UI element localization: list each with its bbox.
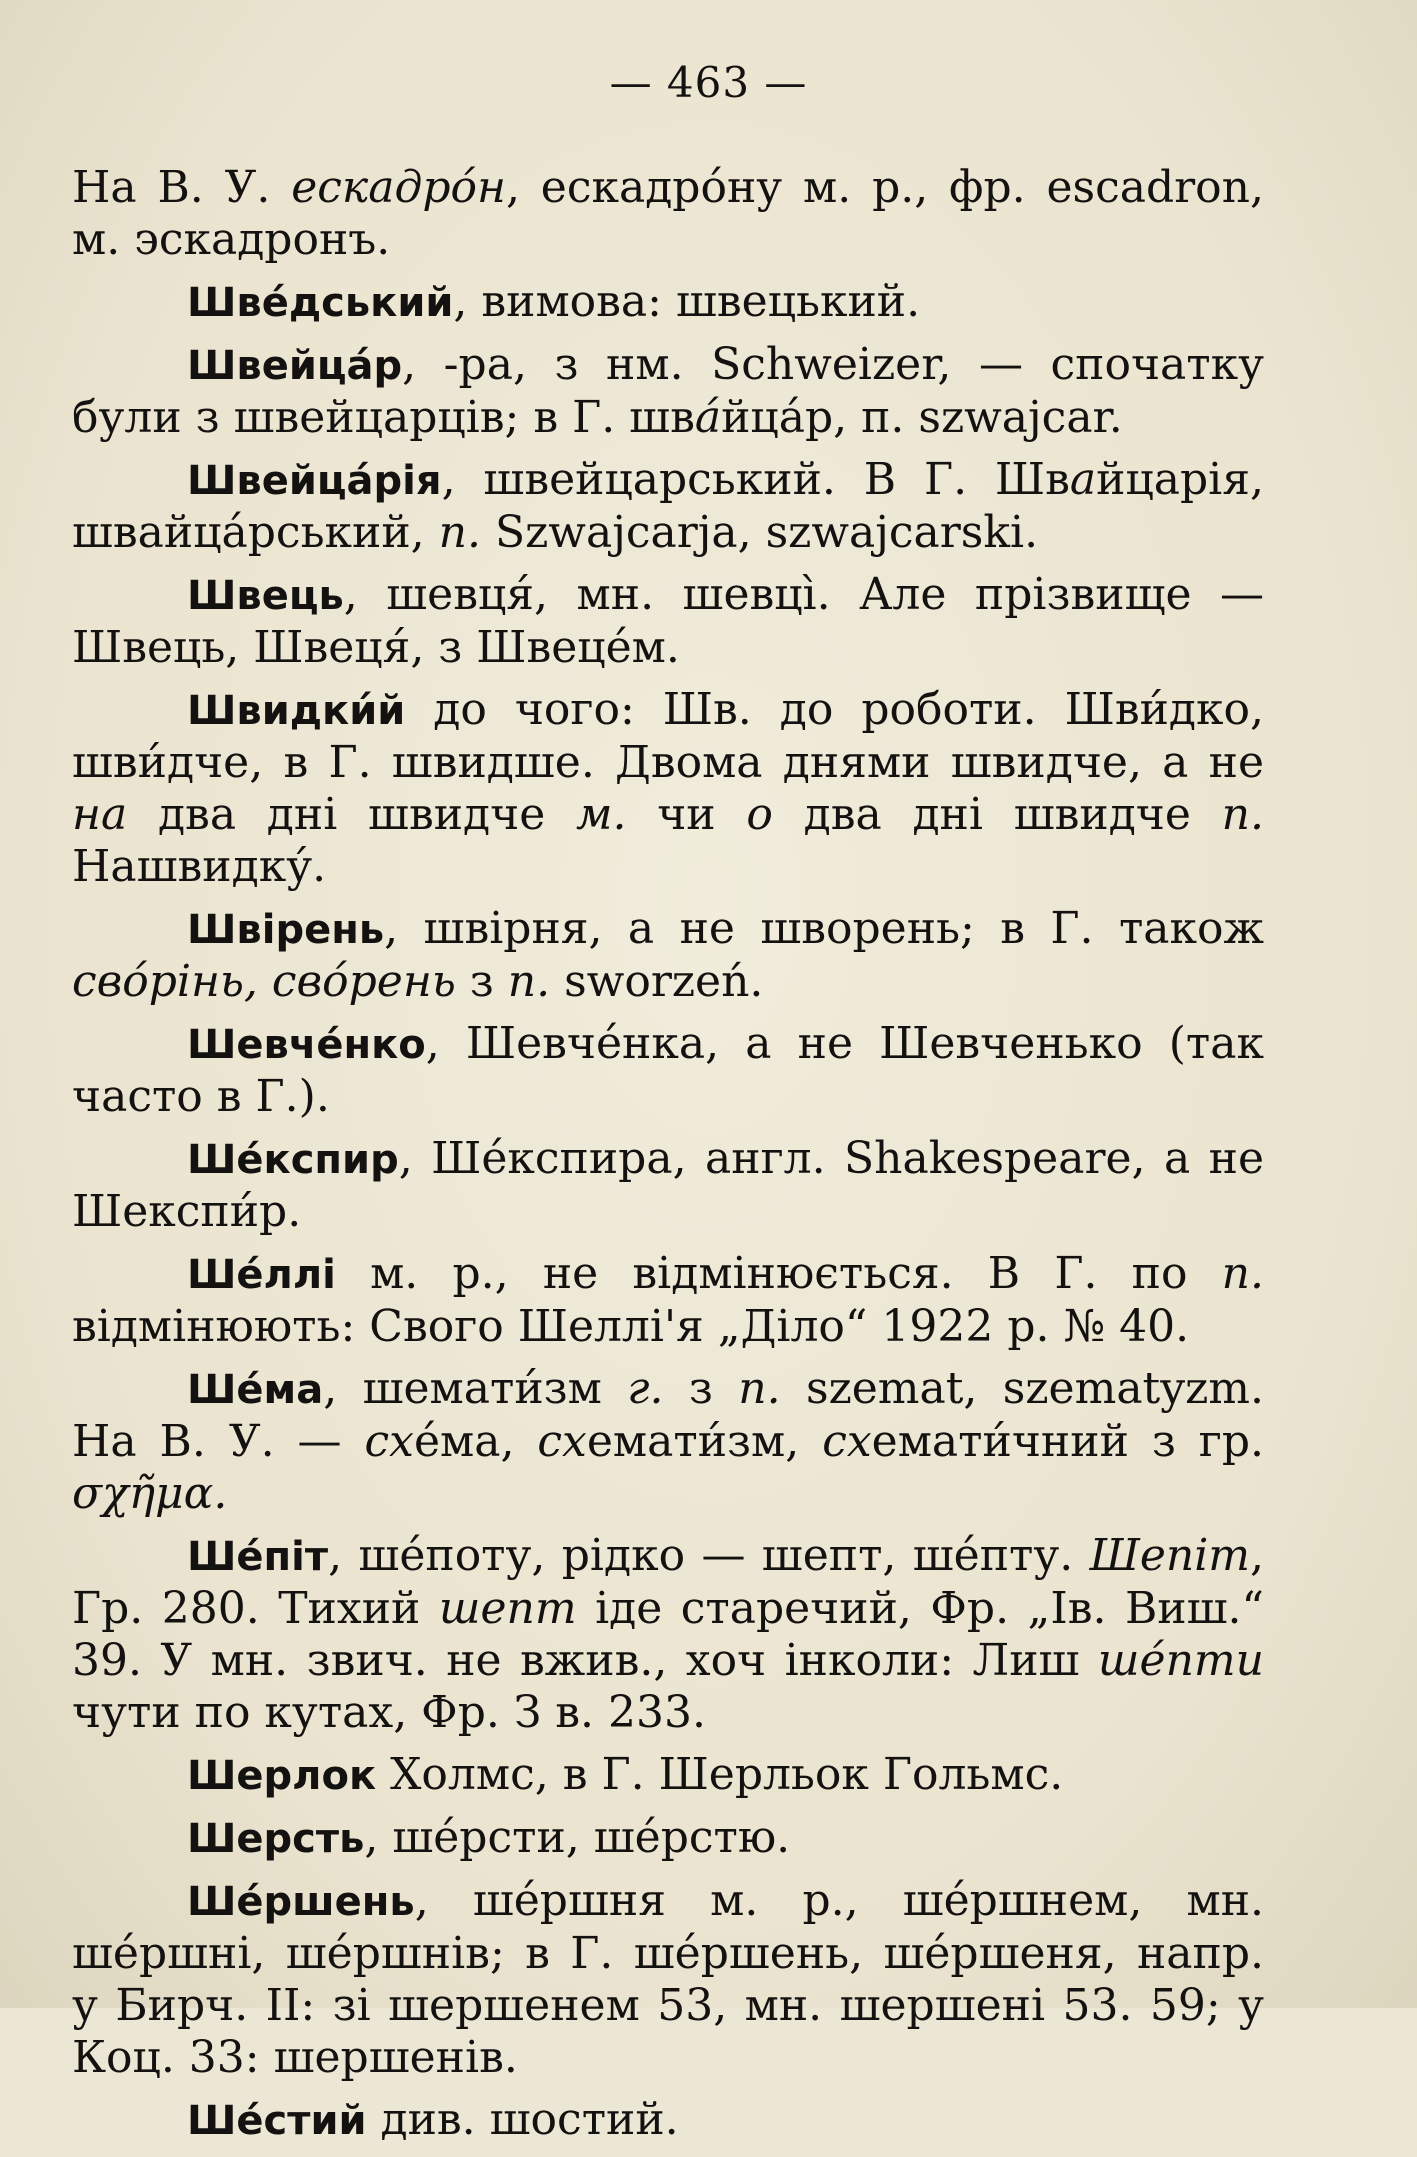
dictionary-entry [72, 1530, 1264, 1739]
dictionary-entry [72, 1875, 1264, 2084]
entry-text: éма, [413, 1416, 538, 1467]
italic-text: сх [364, 1416, 414, 1467]
italic-text: ескадрóн [291, 162, 506, 213]
entry-text: На В. У. [72, 162, 292, 213]
entry-text: , шемати́зм [323, 1363, 628, 1414]
entry-text: іде старечий, Фр. „Ів. Виш.“ 39. У мн. звич. не вжив., хоч інколи: Лиш [72, 1583, 1264, 1686]
italic-text: шéпти [1097, 1635, 1264, 1686]
italic-text: на [72, 789, 128, 840]
entry-text: Нашвидку́. [72, 841, 327, 892]
entry-headword: Швидки́й [187, 688, 406, 734]
dictionary-entry [72, 339, 1264, 444]
italic-text: г. [627, 1363, 664, 1414]
entry-text: , швірня, а не шворень; в Г. також [384, 903, 1264, 954]
italic-text: σχῆμα. [72, 1468, 228, 1519]
dictionary-entry [72, 1363, 1264, 1520]
entry-text: емати́чний з гр. [871, 1416, 1265, 1467]
entry-headword: Шéкспир [187, 1137, 399, 1183]
italic-text: п. [507, 956, 551, 1007]
entry-headword: Швець [187, 573, 344, 619]
entry-text: szemat, szematyzm. На В. У. — [72, 1363, 1264, 1467]
entry-text: , шéршня м. р., шéршнем, мн. шéршні, шéршнів; в Г. шéршень, шéршеня, напр. у Бирч. II: зі шершенем 53, мн. шершені 53. 59; у Коц. 33: шершенів. [72, 1875, 1264, 2083]
entry-headword: Шевчéнко [187, 1022, 426, 1068]
entry-text: чи [626, 789, 747, 840]
entry-text: Холмс, в Г. Шерльок Гольмс. [376, 1749, 1064, 1800]
entry-text: до чого: Шв. до роботи. Шви́дко, шви́дче, в Г. швидше. Двома днями швидче, а не [72, 684, 1264, 788]
entry-text: м. р., не відмінюється. В Г. по [335, 1248, 1222, 1299]
entry-headword: Швейцáрія [187, 458, 442, 504]
italic-text: шепт [438, 1583, 577, 1634]
dictionary-entry [72, 1133, 1264, 1238]
dictionary-entry [72, 1812, 1264, 1865]
dictionary-entry [72, 903, 1264, 1008]
entry-headword: Шéллі [187, 1252, 336, 1298]
entry-headword: Шéршень [187, 1879, 415, 1925]
entry-text: , шéпоту, рідко — шепт, шéпту. [328, 1530, 1090, 1581]
dictionary-entry [72, 684, 1264, 893]
italic-text: п. [1221, 789, 1264, 840]
dictionary-entries [72, 162, 1264, 2157]
italic-text: Шепіт [1089, 1530, 1250, 1581]
dictionary-entry [72, 454, 1264, 559]
italic-text: á [694, 392, 722, 443]
entry-text: йцарія, швайцáрський, [72, 454, 1264, 558]
entry-text: , -ра, з нм. Schweizer, — спочатку були з швейцарців; в Г. шв [72, 339, 1264, 443]
entry-text: з [663, 1363, 739, 1414]
entry-text: Szwajcarja, szwajcarski. [480, 507, 1039, 558]
entry-text: , Шевчéнка, а не Шевченько (так часто в Г.). [72, 1018, 1264, 1122]
italic-text: а [1069, 454, 1097, 505]
entry-text: , шéрсти, шéрстю. [364, 1812, 791, 1863]
italic-text: п. [1221, 1248, 1264, 1299]
page-number: — 463 — [609, 58, 808, 107]
italic-text: сх [537, 1416, 587, 1467]
dictionary-entry [72, 569, 1264, 674]
entry-headword: Шéпіт [187, 1534, 329, 1580]
entry-text: , Гр. 280. Тихий [72, 1530, 1264, 1634]
entry-text: відмінюють: Свого Шеллі'я „Діло“ 1922 р. № 40. [72, 1301, 1190, 1352]
dictionary-entry [72, 162, 1264, 266]
italic-text: п. [738, 1363, 781, 1414]
entry-headword: Шерлок [187, 1753, 377, 1799]
italic-text: сх [822, 1416, 872, 1467]
entry-text: два дні швидче [772, 789, 1222, 840]
dictionary-entry [72, 1018, 1264, 1123]
entry-text: два дні швидче [127, 789, 576, 840]
entry-text: , шевця́, мн. шевці̀. Але прізвище — Швець, Швеця́, з Швецéм. [72, 569, 1264, 673]
entry-text: , ескадрóну м. р., фр. escadron, м. эскадронъ. [72, 162, 1264, 265]
dictionary-entry [72, 276, 1264, 329]
entry-text: йцáр, п. szwajcar. [721, 392, 1123, 443]
entry-text: див. шостий. [366, 2094, 679, 2145]
entry-text: sworzeń. [550, 956, 764, 1007]
entry-text: , Шéкспира, англ. Shakespeare, а не Шекспи́р. [72, 1133, 1264, 1237]
italic-text: о [746, 789, 773, 840]
entry-text: , швейцарський. В Г. Шв [441, 454, 1070, 505]
dictionary-entry [72, 2094, 1264, 2147]
entry-headword: Шéма [187, 1367, 324, 1413]
dictionary-entry [72, 1248, 1264, 1353]
entry-text: з [455, 956, 508, 1007]
italic-text: свóрінь, свóрень [72, 956, 456, 1007]
entry-text: чути по кутах, Фр. З в. 233. [72, 1687, 706, 1738]
entry-headword: Швéдський [187, 280, 454, 326]
entry-headword: Шéстий [187, 2098, 367, 2144]
entry-headword: Швірень [187, 907, 385, 953]
entry-text: , вимова: швецький. [453, 276, 921, 327]
italic-text: м. [576, 789, 627, 840]
entry-headword: Швейцáр [187, 343, 403, 389]
entry-text: емати́зм, [586, 1416, 823, 1467]
dictionary-entry [72, 1749, 1264, 1802]
italic-text: п. [438, 507, 481, 558]
entry-headword: Шерсть [187, 1816, 365, 1862]
